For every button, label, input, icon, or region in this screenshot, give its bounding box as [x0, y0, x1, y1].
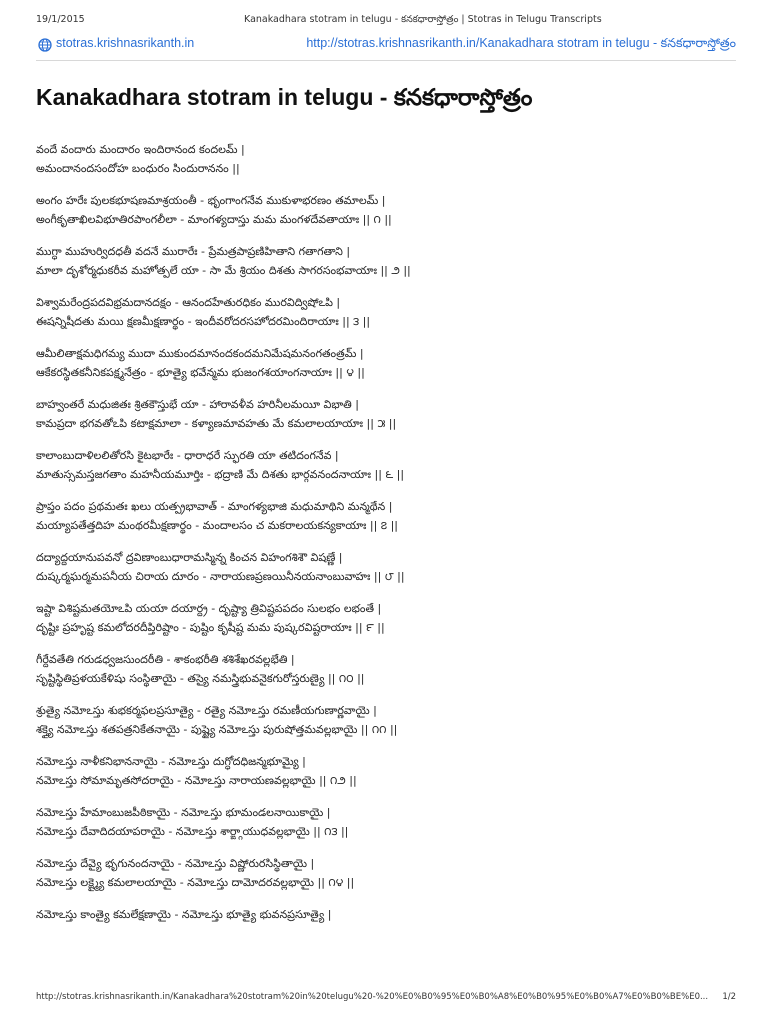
verse-line: నమోఽస్తు దేవాదిదయాపరాయై - నమోఽస్తు శార్ఙ్గాయుధవల్లభాయై || ౧౩ || — [36, 825, 349, 838]
verse-line: మయ్యాపతేత్తదిహ మంథరమీక్షణార్థం - మందాలసం చ మకరాలయకన్యకాయాః || ౭ || — [36, 519, 398, 532]
verse-line: మాలా దృశోర్మధుకరీవ మహోత్పలే యా - సా మే శ్రియం దిశతు సాగరసంభవాయాః || ౨ || — [36, 264, 411, 277]
verse-block — [36, 548, 736, 586]
verse-line: నమోఽస్తు లక్ష్మ్యై కమలాలయాయై - నమోఽస్తు దామోదరవల్లభాయై || ౧౪ || — [36, 876, 355, 889]
verse-line: అంగం హరేః పులకభూషణమాశ్రయంతీ - భృంగాంగనేవ ముకుళాభరణం తమాలమ్ | — [36, 194, 386, 207]
print-header — [36, 14, 736, 28]
verse-block — [36, 344, 736, 382]
verse-block — [36, 140, 736, 178]
page-url-link[interactable]: http://stotras.krishnasrikanth.in/Kanakadhara stotram in telugu - కనకధారాస్తోత్రం — [306, 36, 736, 50]
verse-block — [36, 293, 736, 331]
verse-line: శక్త్యై నమోఽస్తు శతపత్రనికేతనాయై - పుష్ట్యై నమోఽస్తు పురుషోత్తమవల్లభాయై || ౧౧ || — [36, 723, 398, 736]
verse-line: నమోఽస్తు కాంత్యై కమలేక్షణాయై - నమోఽస్తు భూత్యై భువనప్రసూత్యై | — [36, 908, 332, 921]
verse-line: ఈషన్నిషీదతు మయి క్షణమీక్షణార్థం - ఇందీవరోదరసహోదరమిందిరాయాః || ౩ || — [36, 315, 371, 328]
verse-line: ముగ్ధా ముహుర్విదధతీ వదనే మురారేః - ప్రేమత్రపాప్రణిహితాని గతాగతాని | — [36, 245, 351, 258]
verse-line: శ్రుత్యై నమోఽస్తు శుభకర్మఫలప్రసూత్యై - రత్యై నమోఽస్తు రమణీయగుణార్ణవాయై | — [36, 704, 377, 717]
verse-line: నమోఽస్తు నాళీకనిభాననాయై - నమోఽస్తు దుగ్ధోదధిజన్మభూమ్యై | — [36, 755, 306, 768]
verse-line: దృష్టిః ప్రహృష్ట కమలోదరదీప్తిరిష్టాం - పుష్టిం కృషీష్ట మమ పుష్కరవిష్టరాయాః || ౯ || — [36, 621, 385, 634]
verse-line: నమోఽస్తు దేవ్యై భృగునందనాయై - నమోఽస్తు విష్ణోరురసిస్థితాయై | — [36, 857, 315, 870]
verse-block — [36, 395, 736, 433]
verse-line: దుష్కర్మఘర్మమపనీయ చిరాయ దూరం - నారాయణప్రణయినీనయనాంబువాహః || ౮ || — [36, 570, 405, 583]
stotram-text — [36, 140, 736, 937]
print-footer-url: http://stotras.krishnasrikanth.in/Kanakadhara%20stotram%20in%20telugu%20-%20%E0%B0%95%E0%B0%A8%E0%B0%95%E0%B0%A7%E0%B0%BE%E0... — [36, 992, 709, 1002]
verse-line: నమోఽస్తు హేమాంబుజపీఠికాయై - నమోఽస్తు భూమండలనాయికాయై | — [36, 806, 331, 819]
verse-line: మాతుస్సమస్తజగతాం మహనీయమూర్తిః - భద్రాణి మే దిశతు భార్గవనందనాయాః || ౬ || — [36, 468, 405, 481]
page-title: Kanakadhara stotram in telugu - కనకధారాస్తోత్రం — [36, 84, 533, 110]
page-number: 1/2 — [722, 992, 736, 1002]
verse-line: ఆమీలితాక్షమధిగమ్య ముదా ముకుందమానందకందమనిమేషమనంగతంత్రమ్ | — [36, 347, 364, 360]
print-footer — [36, 992, 736, 1006]
print-document-title: Kanakadhara stotram in telugu - కనకధారాస్తోత్రం | Stotras in Telugu Transcripts — [244, 14, 602, 25]
verse-block — [36, 242, 736, 280]
verse-line: కామప్రదా భగవతోఽపి కటాక్షమాలా - కళ్యాణమావహతు మే కమలాలయాయాః || ౫ || — [36, 417, 397, 430]
verse-line: బాహ్వంతరే మధుజితః శ్రితకౌస్తుభే యా - హారావళీవ హరినీలమయీ విభాతి | — [36, 398, 359, 411]
verse-line: ప్రాప్తం పదం ప్రథమతః ఖలు యత్ప్రభావాత్ - మాంగళ్యభాజి మధుమాథిని మన్మథేన | — [36, 500, 393, 513]
globe-icon — [38, 38, 52, 52]
verse-line: సృష్టిస్థితిప్రళయకేళిషు సంస్థితాయై - తస్యై నమస్త్రిభువనైకగురోస్తరుణ్యై || ౧౦ || — [36, 672, 365, 685]
verse-block — [36, 803, 736, 841]
verse-line: వందే వందారు మందారం ఇందిరానంద కందలమ్ | — [36, 143, 245, 156]
site-name-link[interactable]: stotras.krishnasrikanth.in — [56, 36, 195, 50]
verse-block — [36, 191, 736, 229]
verse-line: ఆకేకరస్థితకనీనికపక్ష్మనేత్రం - భూత్యై భవేన్మమ భుజంగశయాంగనాయాః || ౪ || — [36, 366, 365, 379]
verse-line: నమోఽస్తు సోమామృతసోదరాయై - నమోఽస్తు నారాయణవల్లభాయై || ౧౨ || — [36, 774, 357, 787]
verse-line: విశ్వామరేంద్రపదవిభ్రమదానదక్షం - ఆనందహేతురధికం మురవిద్విషోఽపి | — [36, 296, 341, 309]
print-date: 19/1/2015 — [36, 14, 85, 25]
verse-block — [36, 497, 736, 535]
verse-block — [36, 446, 736, 484]
verse-block — [36, 905, 736, 924]
site-bar — [36, 32, 736, 61]
verse-line: కాలాంబుదాళిలలితోరసి కైటభారేః - ధారాధరే స్ఫురతి యా తటిదంగనేవ | — [36, 449, 339, 462]
verse-line: అంగీకృతాఖిలవిభూతిరపాంగలీలా - మాంగళ్యదాస్తు మమ మంగళదేవతాయాః || ౧ || — [36, 213, 392, 226]
verse-line: అమందానందసందోహ బంధురం సిందురాననం || — [36, 162, 240, 175]
verse-line: గీర్దేవతేతి గరుడధ్వజసుందరీతి - శాకంభరీతి శశిశేఖరవల్లభేతి | — [36, 653, 295, 666]
verse-block — [36, 752, 736, 790]
verse-line: ఇష్టా విశిష్టమతయోఽపి యయా దయార్ద్ర - దృష్ట్యా త్రివిష్టపపదం సులభం లభంతే | — [36, 602, 382, 615]
verse-block — [36, 854, 736, 892]
verse-block — [36, 701, 736, 739]
verse-block — [36, 599, 736, 637]
verse-line: దద్యాద్దయానుపవనో ద్రవిణాంబుధారామస్మిన్న కించన విహంగశిశౌ విషణ్ణే | — [36, 551, 343, 564]
verse-block — [36, 650, 736, 688]
